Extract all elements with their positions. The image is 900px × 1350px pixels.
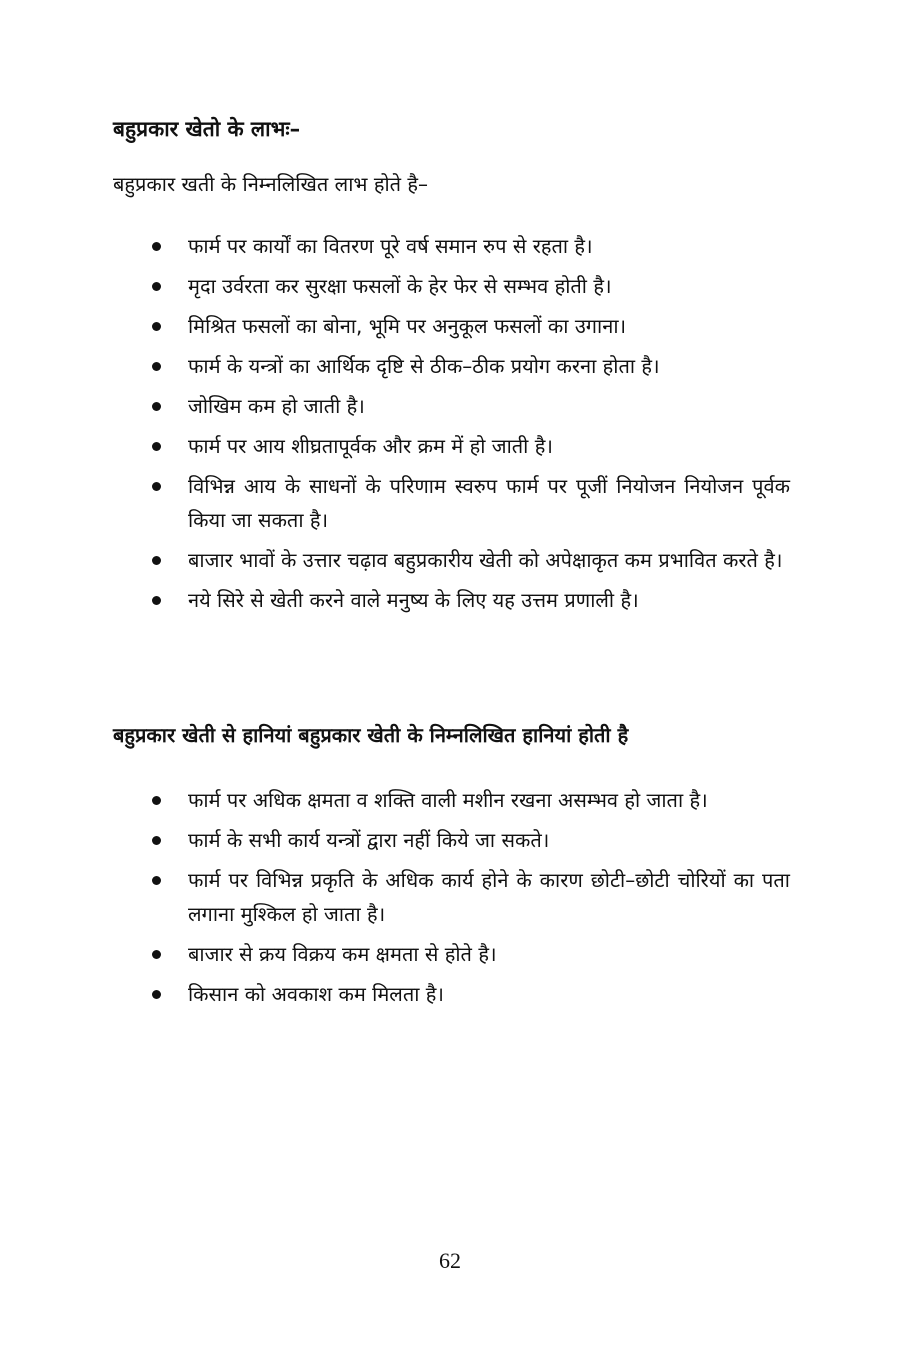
list-item-text: मिश्रित फसलों का बोना, भूमि पर अनुकूल फसलों का उगाना। xyxy=(188,314,627,338)
bullet-icon xyxy=(152,282,161,291)
list-item-text: फार्म पर आय शीघ्रतापूर्वक और क्रम में हो जाती है। xyxy=(188,434,553,458)
list-item-text: विभिन्न आय के साधनों के परिणाम स्वरुप फार्म पर पूजीं नियोजन नियोजन पूर्वक किया जा सकता है। xyxy=(188,474,790,532)
list-item-text: किसान को अवकाश कम मिलता है। xyxy=(188,982,445,1006)
list-item xyxy=(150,863,790,931)
bullet-icon xyxy=(152,322,161,331)
bullet-icon xyxy=(152,990,161,999)
list-item-text: नये सिरे से खेती करने वाले मनुष्य के लिए यह उत्तम प्रणाली है। xyxy=(188,588,639,612)
list-item xyxy=(150,823,790,857)
bullet-icon xyxy=(152,442,161,451)
list-item xyxy=(150,543,790,577)
list-item-text: मृदा उर्वरता कर सुरक्षा फसलों के हेर फेर से सम्भव होती है। xyxy=(188,274,612,298)
benefits-heading: बहुप्रकार खेतो के लाभः– xyxy=(113,117,301,141)
list-item xyxy=(150,309,790,343)
list-item-text: फार्म के यन्त्रों का आर्थिक दृष्टि से ठीक–ठीक प्रयोग करना होता है। xyxy=(188,354,660,378)
list-item xyxy=(150,937,790,971)
benefits-list xyxy=(150,229,790,623)
list-item-text: फार्म पर विभिन्न प्रकृति के अधिक कार्य होने के कारण छोटी–छोटी चोरियों का पता लगाना मुश्किल हो जाता है। xyxy=(188,868,790,926)
disadvantages-heading: बहुप्रकार खेती से हानियां बहुप्रकार खेती के निम्नलिखित हानियां होती है xyxy=(113,723,629,747)
bullet-icon xyxy=(152,796,161,805)
disadvantages-list xyxy=(150,783,790,1017)
list-item-text: बाजार से क्रय विक्रय कम क्षमता से होते है। xyxy=(188,942,497,966)
list-item-text: जोखिम कम हो जाती है। xyxy=(188,394,365,418)
page-number: 62 xyxy=(439,1248,461,1273)
list-item xyxy=(150,269,790,303)
bullet-icon xyxy=(152,242,161,251)
list-item xyxy=(150,229,790,263)
bullet-icon xyxy=(152,950,161,959)
bullet-icon xyxy=(152,596,161,605)
list-item-text: फार्म पर कार्यों का वितरण पूरे वर्ष समान रुप से रहता है। xyxy=(188,234,593,258)
benefits-intro: बहुप्रकार खती के निम्नलिखित लाभ होते है– xyxy=(113,172,429,196)
list-item xyxy=(150,469,790,537)
list-item xyxy=(150,429,790,463)
list-item xyxy=(150,783,790,817)
list-item-text: बाजार भावों के उत्तार चढ़ाव बहुप्रकारीय खेती को अपेक्षाकृत कम प्रभावित करते है। xyxy=(188,548,783,572)
bullet-icon xyxy=(152,362,161,371)
bullet-icon xyxy=(152,402,161,411)
list-item xyxy=(150,977,790,1011)
bullet-icon xyxy=(152,482,161,491)
list-item-text: फार्म के सभी कार्य यन्त्रों द्वारा नहीं किये जा सकते। xyxy=(188,828,550,852)
list-item xyxy=(150,389,790,423)
bullet-icon xyxy=(152,876,161,885)
list-item-text: फार्म पर अधिक क्षमता व शक्ति वाली मशीन रखना असम्भव हो जाता है। xyxy=(188,788,708,812)
bullet-icon xyxy=(152,556,161,565)
list-item xyxy=(150,583,790,617)
bullet-icon xyxy=(152,836,161,845)
list-item xyxy=(150,349,790,383)
